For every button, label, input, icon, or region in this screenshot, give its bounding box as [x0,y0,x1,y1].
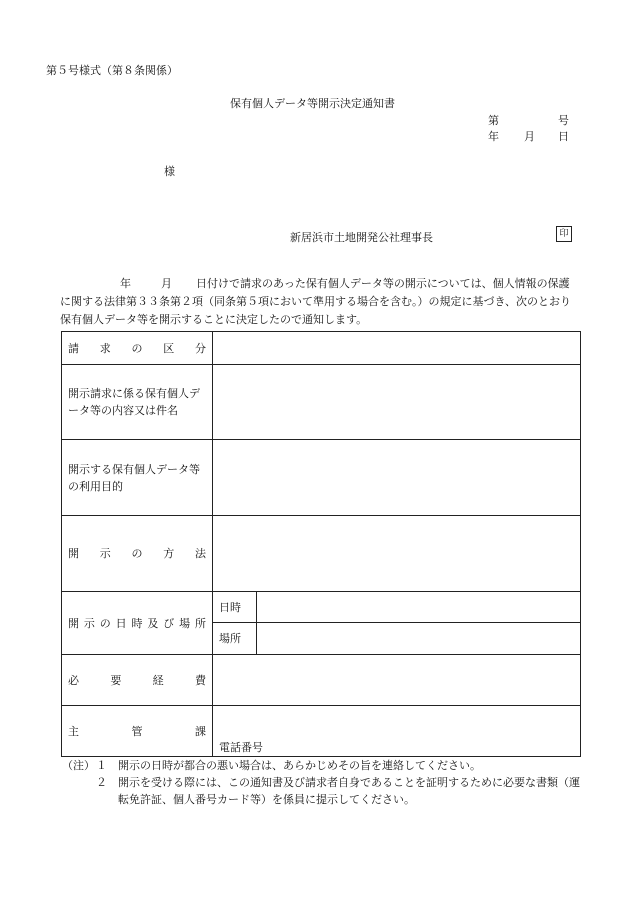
label-content: 開示請求に係る保有個人データ等の内容又は件名 [62,365,213,440]
document-title: 保有個人データ等開示決定通知書 [230,97,395,110]
seal-mark: 印 [556,226,572,242]
note-1-number: １ [96,759,107,772]
label-datetime-place: 開 示 の 日 時 及 び 場 所 [62,592,213,655]
date-day: 日 [558,130,569,143]
note-label: （注） [62,759,95,772]
row-department [62,706,581,757]
label-purpose: 開示する保有個人データ等の利用目的 [62,440,213,516]
value-request-type[interactable] [213,332,581,365]
date-year: 年 [488,130,499,143]
label-method: 開 示 の 方 法 [62,516,213,592]
number-prefix: 第 [488,114,499,127]
value-datetime[interactable] [257,592,581,623]
row-request-type [62,332,581,365]
row-cost [62,655,581,706]
value-method[interactable] [213,516,581,592]
row-method [62,516,581,592]
sub-label-datetime: 日時 [213,592,257,623]
note-2-text: 開示を受ける際には、この通知書及び請求者自身であることを証明するために必要な書類（運転免許証、個人番号カード等）を係員に提示してください。 [118,776,580,806]
row-purpose [62,440,581,516]
sub-label-place: 場所 [213,623,257,655]
note-2-number: ２ [96,776,107,789]
body-text: 日付けで請求のあった保有個人データ等の開示については、個人情報の保護に関する法律第３３条第２項（同条第５項において準用する場合を含む。）の規定に基づき、次のとおり保有個人データ等を開示することに決定したので通知します。 [60,277,572,326]
label-department: 主 管 課 [62,706,213,757]
row-content [62,365,581,440]
row-datetime [62,592,581,623]
body-paragraph [60,275,580,329]
form-number: 第５号様式（第８条関係） [46,64,178,77]
value-department[interactable] [213,706,581,757]
phone-label: 電話番号 [219,741,263,754]
recipient-suffix: 様 [164,165,175,178]
date-month: 月 [524,130,535,143]
body-month: 月 [161,277,172,290]
number-suffix: 号 [558,114,569,127]
body-year: 年 [120,277,131,290]
label-cost: 必 要 経 費 [62,655,213,706]
value-purpose[interactable] [213,440,581,516]
value-cost[interactable] [213,655,581,706]
note-1-text: 開示の日時が都合の悪い場合は、あらかじめその旨を連絡してください。 [118,759,481,772]
value-place[interactable] [257,623,581,655]
value-content[interactable] [213,365,581,440]
decision-table [61,331,581,757]
issuer-name: 新居浜市土地開発公社理事長 [290,231,433,244]
label-request-type: 請 求 の 区 分 [62,332,213,365]
